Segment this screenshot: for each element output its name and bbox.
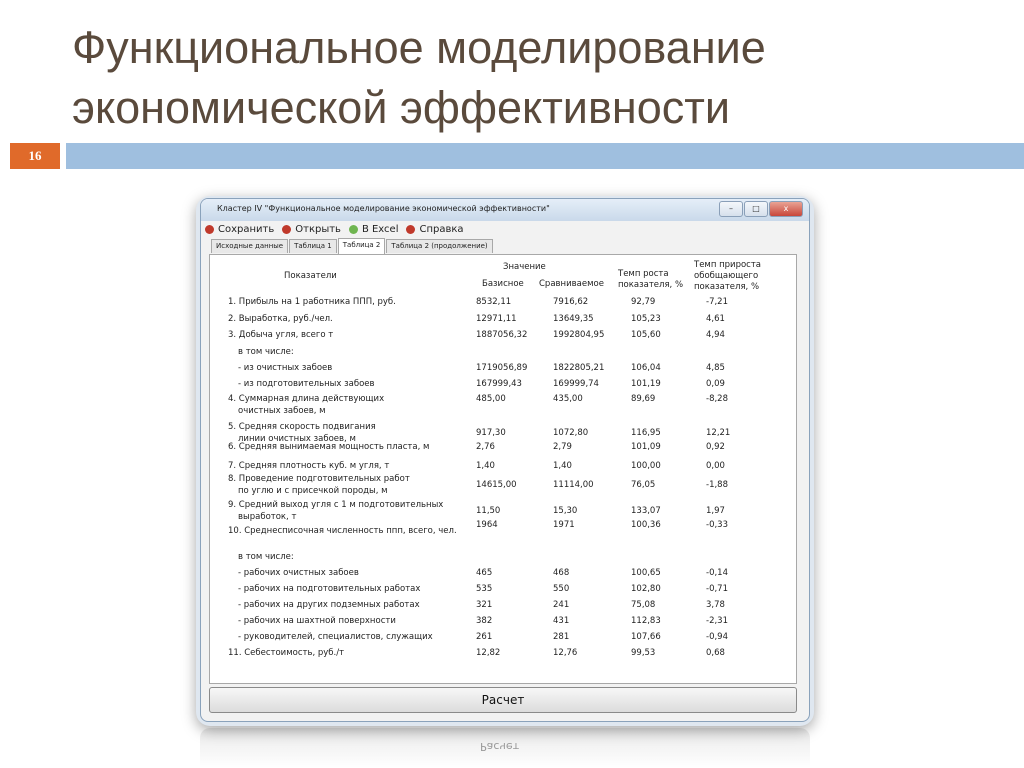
row-label: 3. Добыча угля, всего т (228, 330, 334, 340)
cell-increase: 4,61 (706, 314, 725, 324)
cell-increase: -1,88 (706, 480, 728, 490)
cell-increase: -0,71 (706, 584, 728, 594)
header-compared: Сравниваемое (539, 279, 604, 289)
cell-base: 261 (476, 632, 493, 642)
cell-compared: 468 (553, 568, 570, 578)
row-label: - рабочих на шахтной поверхности (238, 616, 396, 626)
maximize-button[interactable]: □ (744, 201, 768, 217)
cell-compared: 281 (553, 632, 570, 642)
app-window (200, 198, 810, 722)
cell-increase: 0,68 (706, 648, 725, 658)
cell-base: 1,40 (476, 461, 495, 471)
tab-source-data[interactable]: Исходные данные (211, 239, 288, 253)
row-label: 1. Прибыль на 1 работника ППП, руб. (228, 297, 396, 307)
cell-increase: 4,94 (706, 330, 725, 340)
cell-increase: -8,28 (706, 394, 728, 404)
help-button[interactable] (406, 224, 463, 235)
cell-base: 2,76 (476, 442, 495, 452)
cell-compared: 169999,74 (553, 379, 599, 389)
cell-base: 14615,00 (476, 480, 517, 490)
title-underline-bar (66, 143, 1024, 169)
header-value: Значение (503, 262, 546, 272)
cell-compared: 550 (553, 584, 570, 594)
cell-compared: 11114,00 (553, 480, 594, 490)
row-label: 11. Себестоимость, руб./т (228, 648, 345, 658)
cell-base: 12971,11 (476, 314, 517, 324)
row-label: в том числе: (238, 347, 294, 357)
cell-growth: 100,65 (631, 568, 661, 578)
row-label: 9. Средний выход угля с 1 м подготовительных (228, 500, 444, 510)
save-label: Сохранить (218, 223, 275, 235)
cell-growth: 76,05 (631, 480, 656, 490)
row-label: в том числе: (238, 552, 294, 562)
cell-base: 535 (476, 584, 493, 594)
cell-compared: 7916,62 (553, 297, 589, 307)
header-growth-line-2: показателя, % (618, 280, 684, 290)
cell-growth: 106,04 (631, 363, 661, 373)
header-increase-line-1: Темп прироста (694, 260, 761, 270)
cell-increase: 4,85 (706, 363, 725, 373)
excel-label: В Excel (361, 223, 399, 235)
cell-growth: 105,23 (631, 314, 661, 324)
cell-growth: 89,69 (631, 394, 656, 404)
help-label: Справка (419, 223, 464, 235)
cell-increase: 0,92 (706, 442, 725, 452)
row-label: линии очистных забоев, м (238, 434, 356, 444)
tab-table-2[interactable]: Таблица 2 (338, 238, 386, 254)
cell-compared: 1822805,21 (553, 363, 605, 373)
tab-strip (211, 239, 494, 253)
cell-base: 8532,11 (476, 297, 512, 307)
slide-number: 16 (10, 143, 60, 169)
tab-table-2-continued[interactable]: Таблица 2 (продолжение) (386, 239, 492, 253)
cell-growth: 100,00 (631, 461, 661, 471)
excel-button[interactable] (349, 224, 399, 235)
table-panel (209, 254, 797, 684)
window-controls (718, 201, 803, 217)
header-increase-line-3: показателя, % (694, 282, 760, 292)
cell-growth: 101,09 (631, 442, 661, 452)
cell-base: 485,00 (476, 394, 506, 404)
cell-base: 321 (476, 600, 493, 610)
toolbar (201, 221, 809, 237)
cell-growth: 92,79 (631, 297, 656, 307)
cell-compared: 431 (553, 616, 570, 626)
cell-base: 1964 (476, 520, 498, 530)
cell-compared: 13649,35 (553, 314, 594, 324)
cell-increase: 3,78 (706, 600, 725, 610)
slide-title (72, 18, 972, 138)
cell-increase: -2,31 (706, 616, 728, 626)
minimize-button[interactable]: – (719, 201, 743, 217)
row-label: 2. Выработка, руб./чел. (228, 314, 333, 324)
window-title: Кластер IV "Функциональное моделирование экономической эффективности" (217, 204, 550, 213)
cell-growth: 105,60 (631, 330, 661, 340)
excel-icon (349, 225, 358, 234)
open-button[interactable] (282, 224, 341, 235)
cell-growth: 101,19 (631, 379, 661, 389)
cell-increase: -0,94 (706, 632, 728, 642)
cell-growth: 107,66 (631, 632, 661, 642)
row-label: 4. Суммарная длина действующих (228, 394, 385, 404)
calculate-button-reflection: Расчет (480, 740, 520, 753)
cell-base: 465 (476, 568, 493, 578)
save-button[interactable] (205, 224, 274, 235)
header-base: Базисное (482, 279, 524, 289)
cell-compared: 1,40 (553, 461, 572, 471)
header-indicator: Показатели (284, 271, 337, 281)
row-label: - рабочих очистных забоев (238, 568, 359, 578)
calculate-button[interactable]: Расчет (209, 687, 797, 713)
open-icon (282, 225, 291, 234)
header-growth-line-1: Темп роста (618, 269, 669, 279)
open-label: Открыть (295, 223, 341, 235)
cell-base: 11,50 (476, 506, 501, 516)
row-label: выработок, т (238, 512, 297, 522)
save-icon (205, 225, 214, 234)
cell-compared: 1992804,95 (553, 330, 605, 340)
tab-table-1[interactable]: Таблица 1 (289, 239, 337, 253)
row-label: очистных забоев, м (238, 406, 326, 416)
row-label: по углю и с присечкой породы, м (238, 486, 388, 496)
cell-base: 1887056,32 (476, 330, 528, 340)
row-label: - рабочих на других подземных работах (238, 600, 420, 610)
cell-growth: 99,53 (631, 648, 656, 658)
cell-compared: 1072,80 (553, 428, 589, 438)
row-label: 6. Средняя вынимаемая мощность пласта, м (228, 442, 430, 452)
window-titlebar[interactable] (201, 199, 809, 221)
row-label: - рабочих на подготовительных работах (238, 584, 421, 594)
help-icon (406, 225, 415, 234)
slide-title-line-1: Функциональное моделирование (72, 22, 766, 73)
cell-base: 167999,43 (476, 379, 522, 389)
cell-growth: 112,83 (631, 616, 661, 626)
close-button[interactable]: x (769, 201, 803, 217)
cell-compared: 15,30 (553, 506, 578, 516)
cell-growth: 133,07 (631, 506, 661, 516)
cell-compared: 2,79 (553, 442, 572, 452)
cell-compared: 241 (553, 600, 570, 610)
row-label: 5. Средняя скорость подвигания (228, 422, 376, 432)
cell-increase: -0,33 (706, 520, 728, 530)
cell-growth: 75,08 (631, 600, 656, 610)
cell-compared: 435,00 (553, 394, 583, 404)
cell-growth: 100,36 (631, 520, 661, 530)
cell-increase: -0,14 (706, 568, 728, 578)
cell-increase: 0,00 (706, 461, 725, 471)
row-label: - руководителей, специалистов, служащих (238, 632, 433, 642)
row-label: 8. Проведение подготовительных работ (228, 474, 410, 484)
row-label: 7. Средняя плотность куб. м угля, т (228, 461, 390, 471)
cell-increase: 1,97 (706, 506, 725, 516)
cell-base: 382 (476, 616, 493, 626)
cell-increase: -7,21 (706, 297, 728, 307)
cell-growth: 102,80 (631, 584, 661, 594)
slide-title-line-2: экономической эффективности (72, 82, 730, 133)
cell-base: 917,30 (476, 428, 506, 438)
header-increase-line-2: обобщающего (694, 271, 759, 281)
cell-base: 12,82 (476, 648, 501, 658)
row-label: 10. Среднесписочная численность ппп, всего, чел. (228, 526, 457, 536)
cell-base: 1719056,89 (476, 363, 528, 373)
row-label: - из подготовительных забоев (238, 379, 375, 389)
cell-compared: 12,76 (553, 648, 578, 658)
cell-increase: 0,09 (706, 379, 725, 389)
row-label: - из очистных забоев (238, 363, 333, 373)
cell-increase: 12,21 (706, 428, 731, 438)
cell-compared: 1971 (553, 520, 575, 530)
cell-growth: 116,95 (631, 428, 661, 438)
